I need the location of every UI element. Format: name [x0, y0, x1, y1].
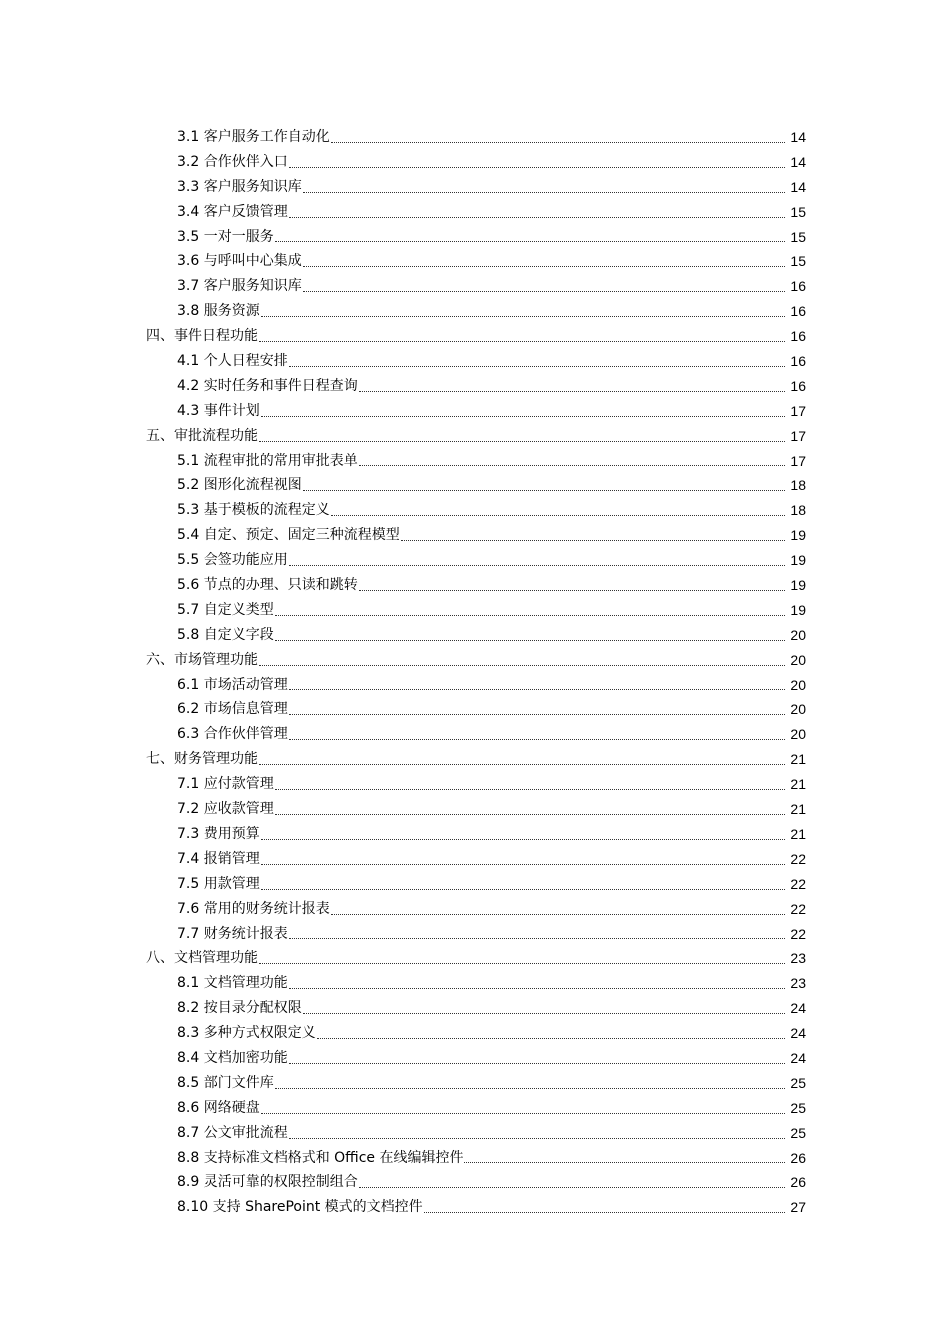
- toc-entry-title: 8.3 多种方式权限定义: [177, 1021, 316, 1046]
- toc-entry-page-number: 21: [790, 825, 806, 842]
- toc-dot-leader: [331, 897, 785, 922]
- toc-entry-title: 3.4 客户反馈管理: [177, 200, 288, 225]
- toc-entry-page-number: 21: [790, 751, 806, 768]
- toc-dot-leader: [259, 747, 785, 772]
- toc-dot-leader: [289, 922, 785, 947]
- toc-section-entry[interactable]: [0, 1121, 950, 1146]
- toc-dot-leader: [261, 1096, 785, 1121]
- toc-dot-leader: [359, 449, 785, 474]
- toc-entry-page-number: 25: [790, 1099, 806, 1116]
- toc-section-entry[interactable]: [0, 1195, 950, 1220]
- toc-entry-page-number: 16: [790, 377, 806, 394]
- toc-entry-page-number: 15: [790, 203, 806, 220]
- toc-section-entry[interactable]: [0, 922, 950, 947]
- toc-section-entry[interactable]: [0, 274, 950, 299]
- toc-dot-leader: [261, 822, 785, 847]
- toc-entry-title: 8.5 部门文件库: [177, 1071, 274, 1096]
- toc-entry-page-number: 15: [790, 228, 806, 245]
- toc-section-entry[interactable]: [0, 1046, 950, 1071]
- toc-section-entry[interactable]: [0, 697, 950, 722]
- toc-entry-page-number: 20: [790, 676, 806, 693]
- toc-dot-leader: [275, 598, 785, 623]
- toc-entry-page-number: 26: [790, 1174, 806, 1191]
- toc-entry-title: 6.1 市场活动管理: [177, 673, 288, 698]
- toc-entry-title: 4.2 实时任务和事件日程查询: [177, 374, 358, 399]
- toc-entry-title: 8.8 支持标准文档格式和 Office 在线编辑控件: [177, 1146, 463, 1171]
- toc-entry-title: 5.3 基于模板的流程定义: [177, 498, 330, 523]
- toc-entry-page-number: 22: [790, 875, 806, 892]
- toc-entry-title: 8.4 文档加密功能: [177, 1046, 288, 1071]
- toc-dot-leader: [303, 249, 785, 274]
- toc-entry-title: 四、事件日程功能: [146, 324, 258, 349]
- toc-entry-page-number: 25: [790, 1124, 806, 1141]
- toc-entry-title: 8.6 网络硬盘: [177, 1096, 260, 1121]
- toc-entry-title: 5.1 流程审批的常用审批表单: [177, 449, 358, 474]
- toc-entry-page-number: 19: [790, 527, 806, 544]
- toc-entry-title: 5.2 图形化流程视图: [177, 473, 302, 498]
- toc-entry-page-number: 22: [790, 900, 806, 917]
- toc-entry-title: 8.9 灵活可靠的权限控制组合: [177, 1170, 358, 1195]
- toc-dot-leader: [261, 399, 785, 424]
- toc-section-entry[interactable]: [0, 897, 950, 922]
- toc-section-entry[interactable]: [0, 673, 950, 698]
- toc-section-entry[interactable]: [0, 150, 950, 175]
- toc-entry-page-number: 23: [790, 950, 806, 967]
- toc-section-entry[interactable]: [0, 249, 950, 274]
- toc-entry-page-number: 24: [790, 1000, 806, 1017]
- toc-entry-title: 7.4 报销管理: [177, 847, 260, 872]
- toc-entry-page-number: 16: [790, 328, 806, 345]
- toc-entry-title: 5.4 自定、预定、固定三种流程模型: [177, 523, 400, 548]
- toc-dot-leader: [289, 971, 785, 996]
- toc-entry-title: 5.6 节点的办理、只读和跳转: [177, 573, 358, 598]
- toc-entry-page-number: 20: [790, 626, 806, 643]
- toc-dot-leader: [275, 623, 785, 648]
- toc-entry-title: 6.2 市场信息管理: [177, 697, 288, 722]
- toc-section-entry[interactable]: [0, 822, 950, 847]
- toc-dot-leader: [275, 1071, 785, 1096]
- table-of-contents: [0, 125, 950, 1220]
- toc-section-entry[interactable]: [0, 349, 950, 374]
- toc-entry-title: 8.2 按目录分配权限: [177, 996, 302, 1021]
- toc-section-entry[interactable]: [0, 1170, 950, 1195]
- toc-entry-page-number: 19: [790, 601, 806, 618]
- toc-section-entry[interactable]: [0, 498, 950, 523]
- toc-entry-page-number: 21: [790, 776, 806, 793]
- toc-entry-page-number: 14: [790, 178, 806, 195]
- toc-section-entry[interactable]: [0, 598, 950, 623]
- toc-section-entry[interactable]: [0, 299, 950, 324]
- toc-section-entry[interactable]: [0, 175, 950, 200]
- toc-entry-page-number: 15: [790, 253, 806, 270]
- toc-entry-page-number: 17: [790, 452, 806, 469]
- toc-entry-page-number: 20: [790, 701, 806, 718]
- toc-section-entry[interactable]: [0, 374, 950, 399]
- toc-entry-page-number: 17: [790, 427, 806, 444]
- toc-entry-page-number: 19: [790, 552, 806, 569]
- toc-section-entry[interactable]: [0, 548, 950, 573]
- toc-entry-title: 3.6 与呼叫中心集成: [177, 249, 302, 274]
- toc-dot-leader: [289, 697, 785, 722]
- toc-dot-leader: [331, 125, 785, 150]
- toc-entry-page-number: 18: [790, 502, 806, 519]
- toc-dot-leader: [289, 200, 785, 225]
- toc-section-entry[interactable]: [0, 125, 950, 150]
- toc-entry-title: 6.3 合作伙伴管理: [177, 722, 288, 747]
- toc-entry-title: 8.1 文档管理功能: [177, 971, 288, 996]
- toc-entry-page-number: 20: [790, 726, 806, 743]
- toc-dot-leader: [303, 175, 785, 200]
- toc-dot-leader: [259, 946, 785, 971]
- toc-dot-leader: [303, 274, 785, 299]
- toc-dot-leader: [464, 1146, 785, 1171]
- toc-section-entry[interactable]: [0, 449, 950, 474]
- toc-entry-page-number: 27: [790, 1199, 806, 1216]
- toc-entry-page-number: 24: [790, 1025, 806, 1042]
- toc-section-entry[interactable]: [0, 399, 950, 424]
- toc-entry-page-number: 19: [790, 577, 806, 594]
- toc-dot-leader: [303, 996, 785, 1021]
- toc-entry-title: 8.10 支持 SharePoint 模式的文档控件: [177, 1195, 423, 1220]
- toc-dot-leader: [275, 772, 785, 797]
- toc-entry-page-number: 16: [790, 278, 806, 295]
- toc-section-entry[interactable]: [0, 1021, 950, 1046]
- toc-entry-page-number: 22: [790, 850, 806, 867]
- toc-entry-title: 3.5 一对一服务: [177, 225, 274, 250]
- toc-entry-title: 3.2 合作伙伴入口: [177, 150, 288, 175]
- toc-section-entry[interactable]: [0, 225, 950, 250]
- toc-dot-leader: [289, 150, 785, 175]
- toc-dot-leader: [303, 473, 785, 498]
- toc-dot-leader: [289, 1046, 785, 1071]
- toc-entry-title: 六、市场管理功能: [146, 648, 258, 673]
- toc-entry-title: 五、审批流程功能: [146, 424, 258, 449]
- toc-dot-leader: [424, 1195, 785, 1220]
- toc-entry-title: 3.8 服务资源: [177, 299, 260, 324]
- toc-dot-leader: [331, 498, 785, 523]
- toc-section-entry[interactable]: [0, 200, 950, 225]
- toc-entry-title: 7.3 费用预算: [177, 822, 260, 847]
- toc-entry-title: 3.7 客户服务知识库: [177, 274, 302, 299]
- toc-dot-leader: [359, 1170, 785, 1195]
- toc-entry-title: 3.1 客户服务工作自动化: [177, 125, 330, 150]
- toc-entry-page-number: 26: [790, 1149, 806, 1166]
- toc-dot-leader: [289, 349, 785, 374]
- toc-entry-title: 8.7 公文审批流程: [177, 1121, 288, 1146]
- toc-entry-page-number: 24: [790, 1049, 806, 1066]
- toc-chapter-entry[interactable]: [0, 324, 950, 349]
- toc-dot-leader: [401, 523, 785, 548]
- toc-chapter-entry[interactable]: [0, 747, 950, 772]
- toc-dot-leader: [261, 847, 785, 872]
- toc-chapter-entry[interactable]: [0, 424, 950, 449]
- toc-entry-title: 7.6 常用的财务统计报表: [177, 897, 330, 922]
- toc-entry-title: 4.1 个人日程安排: [177, 349, 288, 374]
- toc-section-entry[interactable]: [0, 1071, 950, 1096]
- toc-dot-leader: [275, 797, 785, 822]
- toc-dot-leader: [259, 648, 785, 673]
- toc-section-entry[interactable]: [0, 996, 950, 1021]
- toc-dot-leader: [261, 299, 785, 324]
- toc-entry-title: 7.7 财务统计报表: [177, 922, 288, 947]
- toc-entry-page-number: 14: [790, 153, 806, 170]
- toc-entry-title: 4.3 事件计划: [177, 399, 260, 424]
- toc-entry-page-number: 14: [790, 129, 806, 145]
- toc-entry-page-number: 16: [790, 353, 806, 370]
- toc-dot-leader: [275, 225, 785, 250]
- toc-section-entry[interactable]: [0, 473, 950, 498]
- toc-entry-page-number: 23: [790, 975, 806, 992]
- toc-entry-title: 八、文档管理功能: [146, 946, 258, 971]
- toc-section-entry[interactable]: [0, 1146, 950, 1171]
- toc-entry-title: 7.2 应收款管理: [177, 797, 274, 822]
- toc-entry-page-number: 25: [790, 1074, 806, 1091]
- toc-dot-leader: [317, 1021, 785, 1046]
- toc-section-entry[interactable]: [0, 971, 950, 996]
- toc-entry-page-number: 16: [790, 303, 806, 320]
- toc-section-entry[interactable]: [0, 573, 950, 598]
- toc-entry-title: 7.1 应付款管理: [177, 772, 274, 797]
- toc-dot-leader: [289, 673, 785, 698]
- toc-entry-title: 5.8 自定义字段: [177, 623, 274, 648]
- toc-section-entry[interactable]: [0, 623, 950, 648]
- toc-entry-title: 7.5 用款管理: [177, 872, 260, 897]
- toc-dot-leader: [289, 1121, 785, 1146]
- toc-section-entry[interactable]: [0, 523, 950, 548]
- toc-entry-title: 5.7 自定义类型: [177, 598, 274, 623]
- toc-dot-leader: [259, 324, 785, 349]
- toc-dot-leader: [289, 722, 785, 747]
- toc-dot-leader: [359, 573, 785, 598]
- toc-entry-page-number: 17: [790, 402, 806, 419]
- toc-entry-title: 3.3 客户服务知识库: [177, 175, 302, 200]
- toc-dot-leader: [289, 548, 785, 573]
- toc-entry-title: 七、财务管理功能: [146, 747, 258, 772]
- toc-section-entry[interactable]: [0, 797, 950, 822]
- toc-dot-leader: [259, 424, 785, 449]
- toc-entry-page-number: 22: [790, 925, 806, 942]
- toc-entry-title: 5.5 会签功能应用: [177, 548, 288, 573]
- toc-entry-page-number: 21: [790, 801, 806, 818]
- toc-section-entry[interactable]: [0, 847, 950, 872]
- toc-dot-leader: [261, 872, 785, 897]
- toc-section-entry[interactable]: [0, 772, 950, 797]
- toc-section-entry[interactable]: [0, 1096, 950, 1121]
- toc-section-entry[interactable]: [0, 722, 950, 747]
- toc-chapter-entry[interactable]: [0, 648, 950, 673]
- toc-entry-page-number: 20: [790, 651, 806, 668]
- toc-chapter-entry[interactable]: [0, 946, 950, 971]
- toc-section-entry[interactable]: [0, 872, 950, 897]
- toc-entry-page-number: 18: [790, 477, 806, 494]
- toc-dot-leader: [359, 374, 785, 399]
